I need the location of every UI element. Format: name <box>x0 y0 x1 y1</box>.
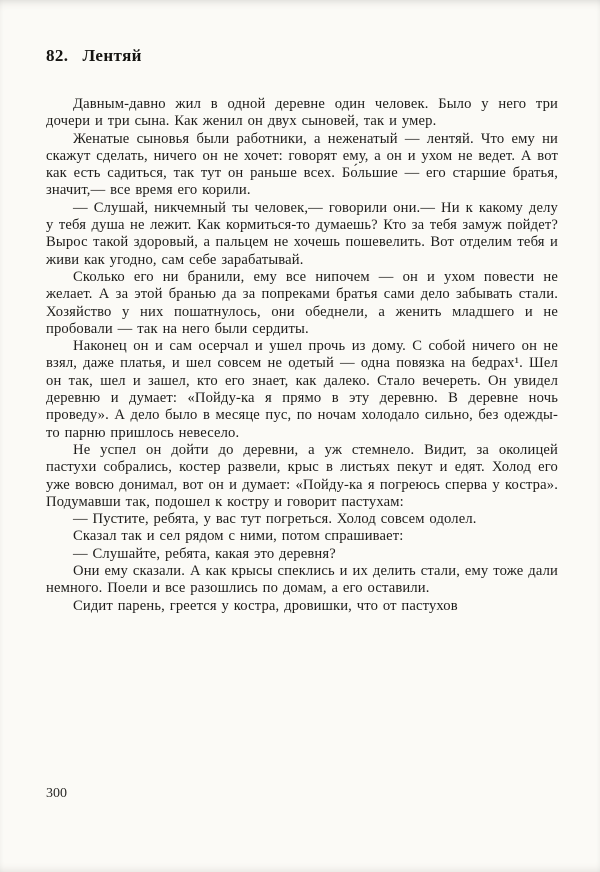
story-body <box>46 96 558 615</box>
paragraph: — Слушай, никчемный ты человек,— говорили они.— Ни к какому делу у тебя душа не лежит. Как кормиться-то думаешь? Кто за тебя замуж пойдет? Вырос такой здоровый, а пальцем не хочешь пошевелить. Вот отделим тебя и живи как угодно, сам себе зарабатывай. <box>46 199 558 268</box>
paragraph: Наконец он и сам осерчал и ушел прочь из дому. С собой ничего он не взял, даже платья, и шел совсем не одетый — одна повязка на бедрах¹. Шел он так, шел и зашел, кто его знает, как далеко. Стало вечереть. Он увидел деревню и думает: «Пойду-ка я прямо в эту деревню. В деревне ночь проведу». А дело было в месяце пус, по ночам холодало сильно, без одежды-то парню пришлось невесело. <box>46 338 558 441</box>
story-number: 82. <box>46 46 69 65</box>
paragraph: Сказал так и сел рядом с ними, потом спрашивает: <box>73 528 404 545</box>
story-title <box>46 46 558 66</box>
page-number: 300 <box>46 786 67 801</box>
paragraph: Они ему сказали. А как крысы спеклись и их делить стали, ему тоже дали немного. Поели и все разошлись по домам, а его оставили. <box>46 563 558 597</box>
paragraph: — Пустите, ребята, у вас тут погреться. Холод совсем одолел. <box>73 511 477 528</box>
paragraph: Сидит парень, греется у костра, дровишки, что от пастухов <box>73 597 458 614</box>
story-title-text: Лентяй <box>82 46 142 65</box>
paragraph: — Слушайте, ребята, какая это деревня? <box>73 545 336 562</box>
paragraph: Сколько его ни бранили, ему все нипочем — он и ухом повести не желает. А за этой бранью да за попреками братья сами дело забывать стали. Хозяйство у них пошатнулось, они обеднели, а женить младшего и не пробовали — так на него были сердиты. <box>46 268 558 337</box>
paragraph: Женатые сыновья были работники, а неженатый — лентяй. Что ему ни скажут сделать, ничего он не хочет: говорят ему, а он и ухом не ведет. А вот как есть садиться, так тут он раньше всех. Бо́льшие — его старшие братья, значит,— все время его корили. <box>46 130 558 199</box>
paragraph: Давным-давно жил в одной деревне один человек. Было у него три дочери и три сына. Как женил он двух сыновей, так и умер. <box>46 96 558 130</box>
paragraph: Не успел он дойти до деревни, а уж стемнело. Видит, за околицей пастухи собрались, костер развели, крыс в листьях пекут и едят. Холод его уже вовсю донимал, вот он и думает: «Пойду-ка я погреюсь сперва у костра». Подумавши так, подошел к костру и говорит пастухам: <box>46 441 558 510</box>
